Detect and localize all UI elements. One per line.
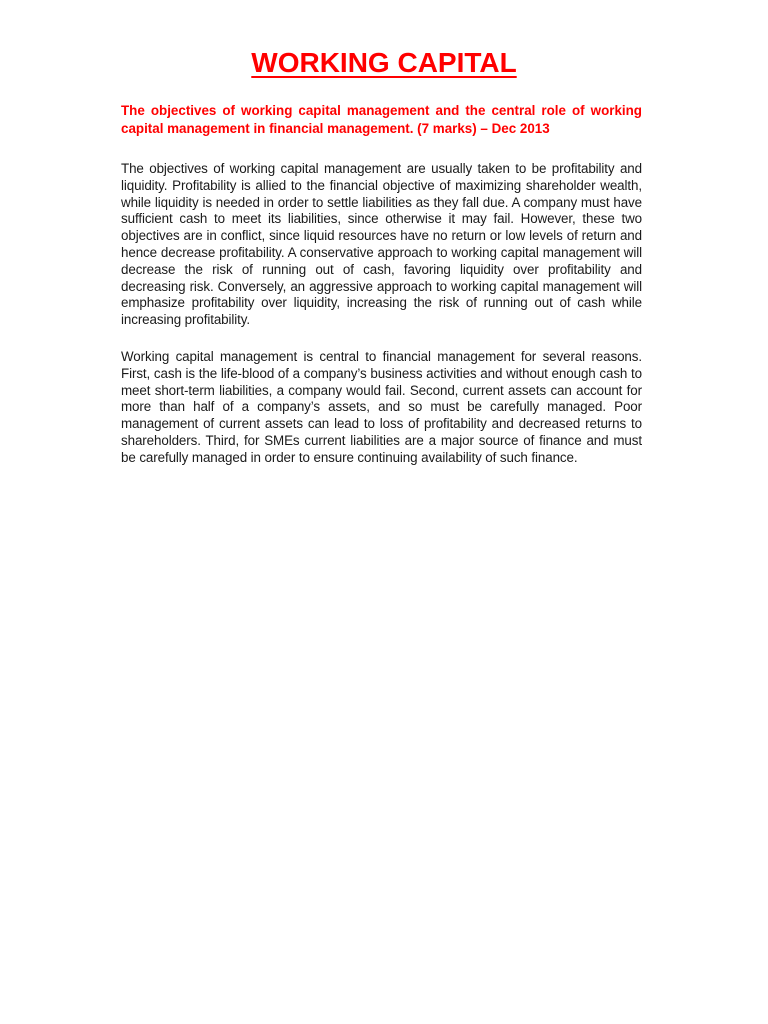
- body-paragraph-objectives: The objectives of working capital management are usually taken to be profitability and liquidity. Profitability is allied to the financial objective of maximizing shareholder wealth, while liquidity is needed in order to settle liabilities as they fall due. A company must have sufficient cash to meet its liabilities, since otherwise it may fail. However, these two objectives are in conflict, since liquid resources have no return or low levels of return and hence decrease profitability. A conservative approach to working capital management will decrease the risk of running out of cash, favoring liquidity over profitability and decreasing risk. Conversely, an aggressive approach to working capital management will emphasize profitability over liquidity, increasing the risk of running out of cash while increasing profitability.: [121, 161, 642, 328]
- document-title-text: WORKING CAPITAL: [251, 47, 517, 78]
- question-heading: The objectives of working capital management and the central role of working capital management in financial management. (7 marks) – Dec 2013: [121, 103, 642, 136]
- document-title: [0, 44, 768, 80]
- body-paragraph-central-role: Working capital management is central to financial management for several reasons. First, cash is the life-blood of a company’s business activities and without enough cash to meet short-term liabilities, a company would fail. Second, current assets can account for more than half of a company’s assets, and so must be carefully managed. Poor management of current assets can lead to loss of profitability and decreased returns to shareholders. Third, for SMEs current liabilities are a major source of finance and must be carefully managed in order to ensure continuing availability of such finance.: [121, 349, 642, 465]
